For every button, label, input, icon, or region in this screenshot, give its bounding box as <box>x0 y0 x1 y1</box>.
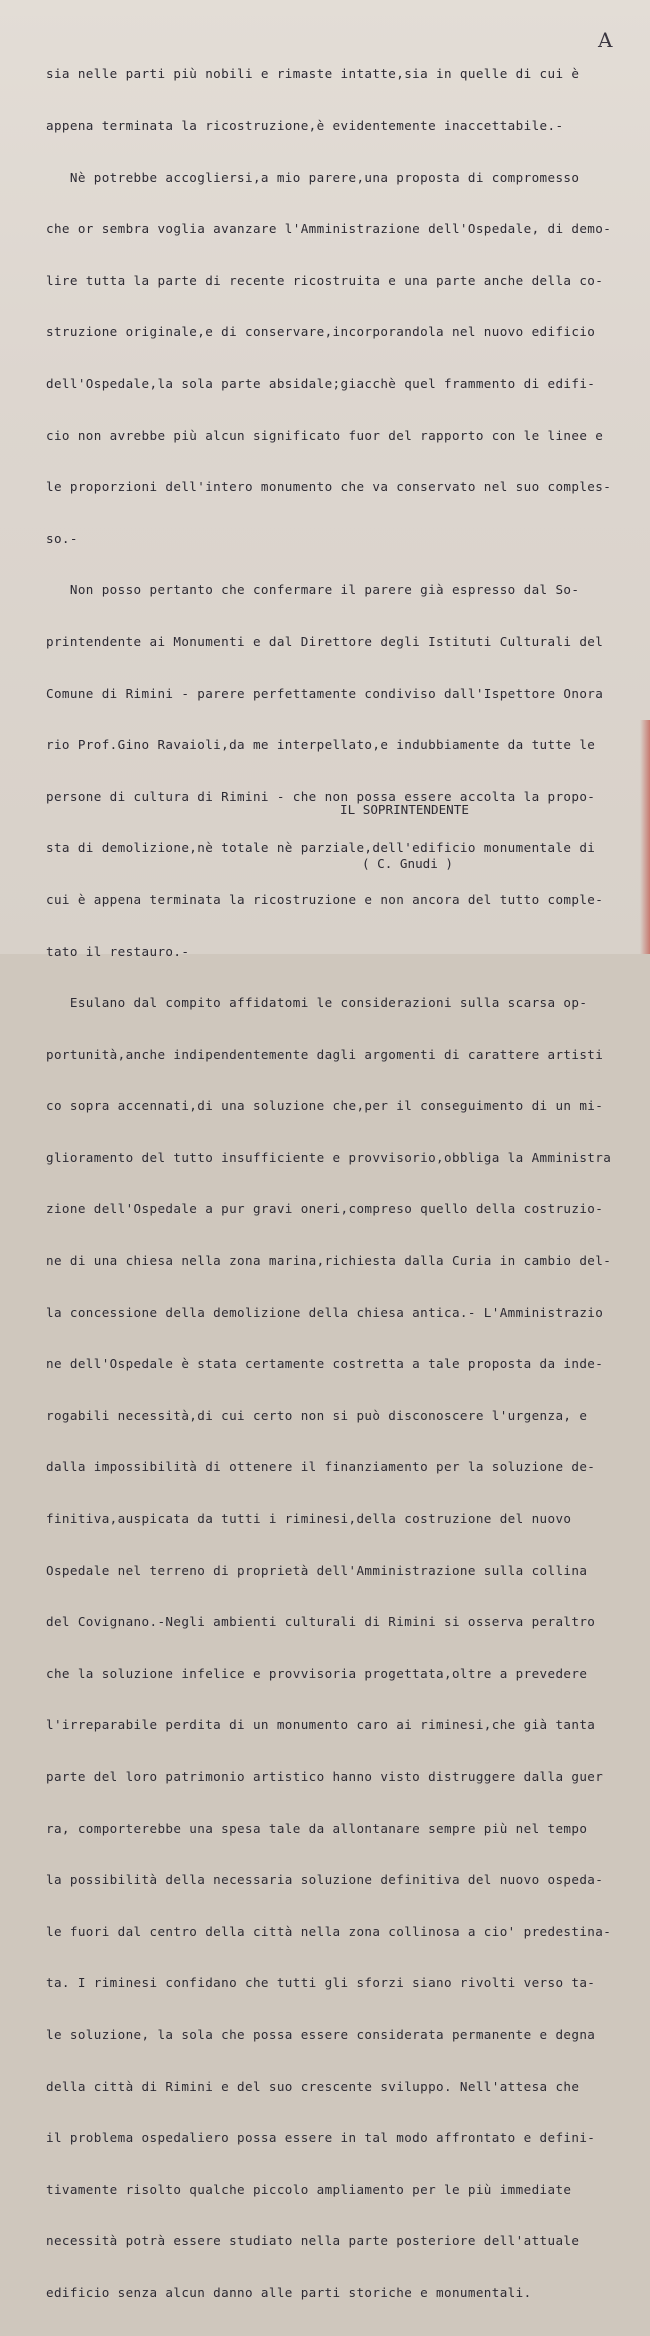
typed-letter-body <box>46 31 638 2336</box>
text-line: ne dell'Ospedale è stata certamente costretta a tale proposta da inde- <box>46 1356 604 1372</box>
text-line: finitiva,auspicata da tutti i riminesi,della costruzione del nuovo <box>46 1511 572 1527</box>
text-line: della città di Rimini e del suo crescente sviluppo. Nell'attesa che <box>46 2078 580 2094</box>
text-line: persone di cultura di Rimini - che non possa essere accolta la propo- <box>46 788 596 804</box>
text-line: sta di demolizione,nè totale nè parziale,dell'edificio monumentale di <box>46 840 596 856</box>
text-line: Non posso pertanto che confermare il parere già espresso dal So- <box>46 582 580 598</box>
page-edge-stain <box>640 720 650 954</box>
text-line: ra, comporterebbe una spesa tale da allontanare sempre più nel tempo <box>46 1820 588 1836</box>
text-line: so.- <box>46 530 78 546</box>
text-line: l'irreparabile perdita di un monumento caro ai riminesi,che già tanta <box>46 1717 596 1733</box>
text-line: tato il restauro.- <box>46 943 190 959</box>
text-line: lire tutta la parte di recente ricostruita e una parte anche della co- <box>46 272 604 288</box>
text-line: parte del loro patrimonio artistico hanno visto distruggere dalla guer <box>46 1769 604 1784</box>
text-line: printendente ai Monumenti e dal Direttore degli Istituti Culturali del <box>46 633 604 649</box>
text-line: appena terminata la ricostruzione,è evidentemente inaccettabile.- <box>46 118 564 133</box>
text-line: co sopra accennati,di una soluzione che,per il conseguimento di un mi- <box>46 1098 604 1114</box>
text-line: cui è appena terminata la ricostruzione e non ancora del tutto comple- <box>46 891 604 907</box>
text-line: Comune di Rimini - parere perfettamente condiviso dall'Ispettore Onora <box>46 685 604 701</box>
text-line: necessità potrà essere studiato nella parte posteriore dell'attuale <box>46 2233 580 2249</box>
text-line: zione dell'Ospedale a pur gravi oneri,compreso quello della costruzio- <box>46 1201 604 1217</box>
text-line: rio Prof.Gino Ravaioli,da me interpellato,e indubbiamente da tutte le <box>46 737 596 753</box>
text-line: rogabili necessità,di cui certo non si può disconoscere l'urgenza, e <box>46 1407 588 1423</box>
text-line: le soluzione, la sola che possa essere considerata permanente e degna <box>46 2026 596 2042</box>
text-line: Esulano dal compito affidatomi le considerazioni sulla scarsa op- <box>46 995 588 1011</box>
text-line: ne di una chiesa nella zona marina,richiesta dalla Curia in cambio del- <box>46 1253 612 1269</box>
text-line: Ospedale nel terreno di proprietà dell'Amministrazione sulla collina <box>46 1562 588 1578</box>
text-line: tivamente risolto qualche piccolo ampliamento per le più immediate <box>46 2181 572 2197</box>
text-line: cio non avrebbe più alcun significato fuor del rapporto con le linee e <box>46 427 604 443</box>
text-line: la concessione della demolizione della chiesa antica.- L'Amministrazio <box>46 1304 604 1320</box>
text-line: Nè potrebbe accogliersi,a mio parere,una proposta di compromesso <box>46 169 580 185</box>
text-line: sia nelle parti più nobili e rimaste intatte,sia in quelle di cui è <box>46 66 580 82</box>
signature-title: IL SOPRINTENDENTE <box>340 802 469 817</box>
text-line: la possibilità della necessaria soluzione definitiva del nuovo ospeda- <box>46 1872 604 1888</box>
signature-block <box>340 765 469 909</box>
corner-handwritten-mark: A <box>598 28 613 52</box>
text-line: dell'Ospedale,la sola parte absidale;giacchè quel frammento di edifi- <box>46 375 596 391</box>
text-line: ta. I riminesi confidano che tutti gli sforzi siano rivolti verso ta- <box>46 1975 596 1991</box>
text-line: le proporzioni dell'intero monumento che va conservato nel suo comples- <box>46 479 612 495</box>
text-line: glioramento del tutto insufficiente e provvisorio,obbliga la Amministra <box>46 1149 612 1165</box>
text-line: le fuori dal centro della città nella zona collinosa a cio' predestina- <box>46 1923 612 1939</box>
text-line: edificio senza alcun danno alle parti storiche e monumentali. <box>46 2284 532 2300</box>
text-line: che or sembra voglia avanzare l'Amministrazione dell'Ospedale, di demo- <box>46 221 612 237</box>
text-line: dalla impossibilità di ottenere il finanziamento per la soluzione de- <box>46 1459 596 1475</box>
text-line: il problema ospedaliero possa essere in tal modo affrontato e defini- <box>46 2130 596 2146</box>
text-line: del Covignano.-Negli ambienti culturali di Rimini si osserva peraltro <box>46 1614 596 1630</box>
text-line: portunità,anche indipendentemente dagli argomenti di carattere artisti <box>46 1046 604 1062</box>
text-line: che la soluzione infelice e provvisoria progettata,oltre a prevedere <box>46 1665 588 1681</box>
signature-name: ( C. Gnudi ) <box>362 856 453 871</box>
text-line: struzione originale,e di conservare,incorporandola nel nuovo edificio <box>46 324 596 340</box>
